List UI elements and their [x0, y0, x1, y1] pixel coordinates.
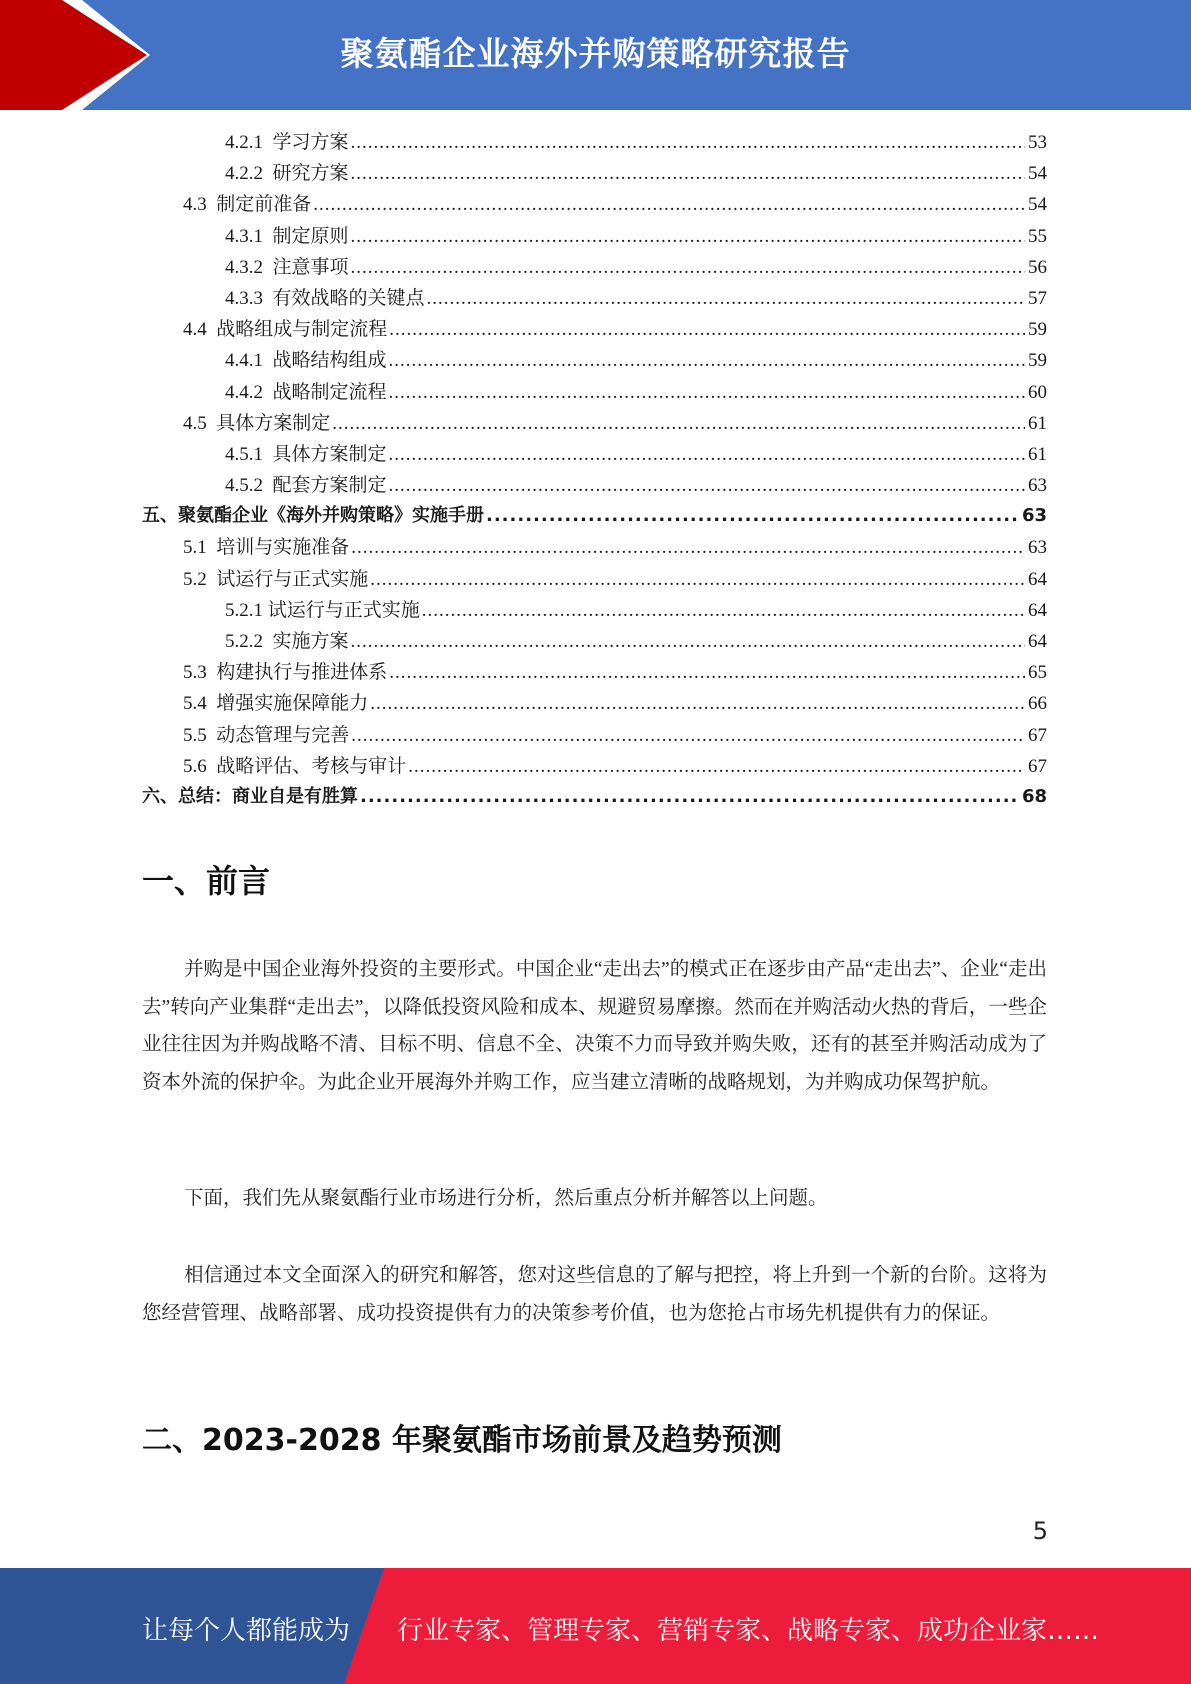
toc-entry[interactable]	[142, 564, 1047, 595]
toc-entry[interactable]	[142, 439, 1047, 470]
toc-entry[interactable]	[142, 626, 1047, 657]
toc-leader-dots	[351, 725, 1025, 747]
toc-entry-title: 六、总结：商业自是有胜算	[142, 785, 358, 807]
intro-paragraph: 相信通过本文全面深入的研究和解答，您对这些信息的了解与把控，将上升到一个新的台阶。这将为您经营管理、战略部署、成功投资提供有力的决策参考价值，也为您抢占市场先机提供有力的保证。	[142, 1265, 1047, 1324]
toc-entry-page: 68	[1021, 785, 1047, 807]
toc-entry[interactable]	[142, 127, 1047, 158]
toc-leader-dots	[351, 163, 1025, 185]
toc-leader-dots	[408, 756, 1025, 778]
page-number: 5	[1032, 1517, 1048, 1545]
toc-entry-page: 67	[1028, 724, 1047, 746]
section-heading-market: 二、2023-2028 年聚氨酯市场前景及趋势预测	[142, 1423, 782, 1458]
toc-entry[interactable]	[142, 314, 1047, 345]
report-title: 聚氨酯企业海外并购策略研究报告	[340, 34, 851, 73]
toc-entry[interactable]	[142, 408, 1047, 439]
toc-entry-title: 5.1 培训与实施准备	[183, 537, 350, 559]
toc-entry-page: 54	[1028, 194, 1047, 216]
toc-entry-title: 5.2 试运行与正式实施	[183, 568, 369, 590]
toc-entry-title: 4.5.2 配套方案制定	[225, 475, 387, 497]
toc-entry-page: 56	[1028, 256, 1047, 278]
toc-entry-title: 5.3 构建执行与推进体系	[183, 662, 388, 684]
toc-entry-title: 5.2.1 试运行与正式实施	[225, 599, 420, 621]
toc-entry[interactable]	[142, 532, 1047, 563]
toc-entry[interactable]	[142, 377, 1047, 408]
toc-entry[interactable]	[142, 782, 1047, 813]
toc-entry[interactable]	[142, 283, 1047, 314]
toc-leader-dots	[351, 631, 1025, 653]
toc-entry-title: 4.4.2 战略制定流程	[225, 381, 387, 403]
toc-entry[interactable]	[142, 189, 1047, 220]
toc-entry-page: 64	[1028, 631, 1047, 652]
toc-leader-dots	[351, 226, 1025, 248]
toc-entry[interactable]	[142, 221, 1047, 252]
toc-entry[interactable]	[142, 688, 1047, 719]
toc-leader-dots	[351, 257, 1025, 279]
toc-entry-page: 61	[1028, 443, 1047, 465]
toc-entry[interactable]	[142, 595, 1047, 626]
intro-paragraph: 下面，我们先从聚氨酯行业市场进行分析，然后重点分析并解答以上问题。	[184, 1188, 828, 1209]
toc-entry-page: 67	[1028, 755, 1047, 777]
footer-slogan-left: 让每个人都能成为	[142, 1616, 351, 1646]
section-heading-intro: 一、前言	[142, 862, 271, 900]
toc-leader-dots	[389, 382, 1025, 404]
toc-entry[interactable]	[142, 252, 1047, 283]
table-of-contents	[142, 127, 1047, 813]
toc-entry-page: 55	[1028, 225, 1047, 247]
toc-entry-title: 4.5.1 具体方案制定	[225, 443, 387, 465]
toc-entry-title: 5.5 动态管理与完善	[183, 724, 350, 746]
toc-entry-page: 66	[1028, 693, 1047, 715]
toc-entry-title: 4.4.1 战略结构组成	[225, 350, 387, 372]
toc-entry-page: 59	[1028, 319, 1047, 341]
toc-leader-dots	[389, 350, 1025, 372]
toc-entry-title: 5.2.2 实施方案	[225, 631, 349, 652]
toc-entry-page: 60	[1028, 381, 1047, 403]
toc-leader-dots	[389, 444, 1025, 466]
toc-entry-title: 4.5 具体方案制定	[183, 412, 331, 434]
toc-entry-page: 63	[1021, 505, 1047, 527]
toc-leader-dots	[486, 505, 1020, 526]
toc-entry[interactable]	[142, 470, 1047, 501]
toc-entry-title: 5.4 增强实施保障能力	[183, 693, 369, 715]
toc-entry[interactable]	[142, 657, 1047, 688]
toc-entry-page: 64	[1028, 568, 1047, 590]
toc-entry-page: 65	[1028, 662, 1047, 684]
toc-entry-title: 4.3.2 注意事项	[225, 256, 349, 278]
toc-leader-dots	[422, 600, 1025, 622]
toc-entry-title: 4.3.1 制定原则	[225, 225, 349, 247]
toc-entry[interactable]	[142, 345, 1047, 376]
toc-entry-page: 53	[1028, 132, 1047, 153]
toc-entry-title: 4.3.3 有效战略的关键点	[225, 287, 425, 309]
toc-leader-dots	[360, 786, 1020, 807]
toc-entry-title: 4.4 战略组成与制定流程	[183, 319, 388, 341]
toc-entry-page: 57	[1028, 287, 1047, 309]
toc-leader-dots	[351, 132, 1025, 154]
footer-slogan-right: 行业专家、管理专家、营销专家、战略专家、成功企业家……	[397, 1616, 1100, 1646]
toc-entry-page: 54	[1028, 163, 1047, 185]
toc-leader-dots	[389, 319, 1025, 341]
header-banner	[0, 0, 1191, 110]
toc-entry-page: 64	[1028, 599, 1047, 621]
toc-entry-title: 五、聚氨酯企业《海外并购策略》实施手册	[142, 505, 484, 527]
toc-leader-dots	[313, 194, 1025, 216]
toc-entry-title: 4.2.2 研究方案	[225, 163, 349, 185]
toc-leader-dots	[351, 537, 1025, 559]
toc-leader-dots	[370, 569, 1025, 591]
toc-entry-title: 4.2.1 学习方案	[225, 132, 349, 153]
toc-entry-page: 61	[1028, 412, 1047, 434]
toc-entry-page: 63	[1028, 537, 1047, 559]
toc-leader-dots	[332, 413, 1025, 435]
toc-leader-dots	[389, 475, 1025, 497]
toc-leader-dots	[389, 662, 1025, 684]
toc-leader-dots	[427, 288, 1025, 310]
toc-entry[interactable]	[142, 720, 1047, 751]
footer-banner	[0, 1568, 1191, 1684]
toc-entry[interactable]	[142, 158, 1047, 189]
intro-paragraph: 并购是中国企业海外投资的主要形式。中国企业“走出去”的模式正在逐步由产品“走出去”、企业“走出去”转向产业集群“走出去”，以降低投资风险和成本、规避贸易摩擦。然而在并购活动火热的背后，一些企业往往因为并购战略不清、目标不明、信息不全、决策不力而导致并购失败，还有的甚至并购活动成为了资本外流的保护伞。为此企业开展海外并购工作，应当建立清晰的战略规划，为并购成功保驾护航。	[142, 959, 1047, 1093]
toc-entry[interactable]	[142, 751, 1047, 782]
toc-entry-page: 59	[1028, 350, 1047, 372]
toc-entry-page: 63	[1028, 475, 1047, 497]
toc-entry-title: 4.3 制定前准备	[183, 194, 312, 216]
toc-leader-dots	[370, 693, 1025, 715]
toc-entry-title: 5.6 战略评估、考核与审计	[183, 755, 407, 777]
toc-entry[interactable]	[142, 501, 1047, 532]
